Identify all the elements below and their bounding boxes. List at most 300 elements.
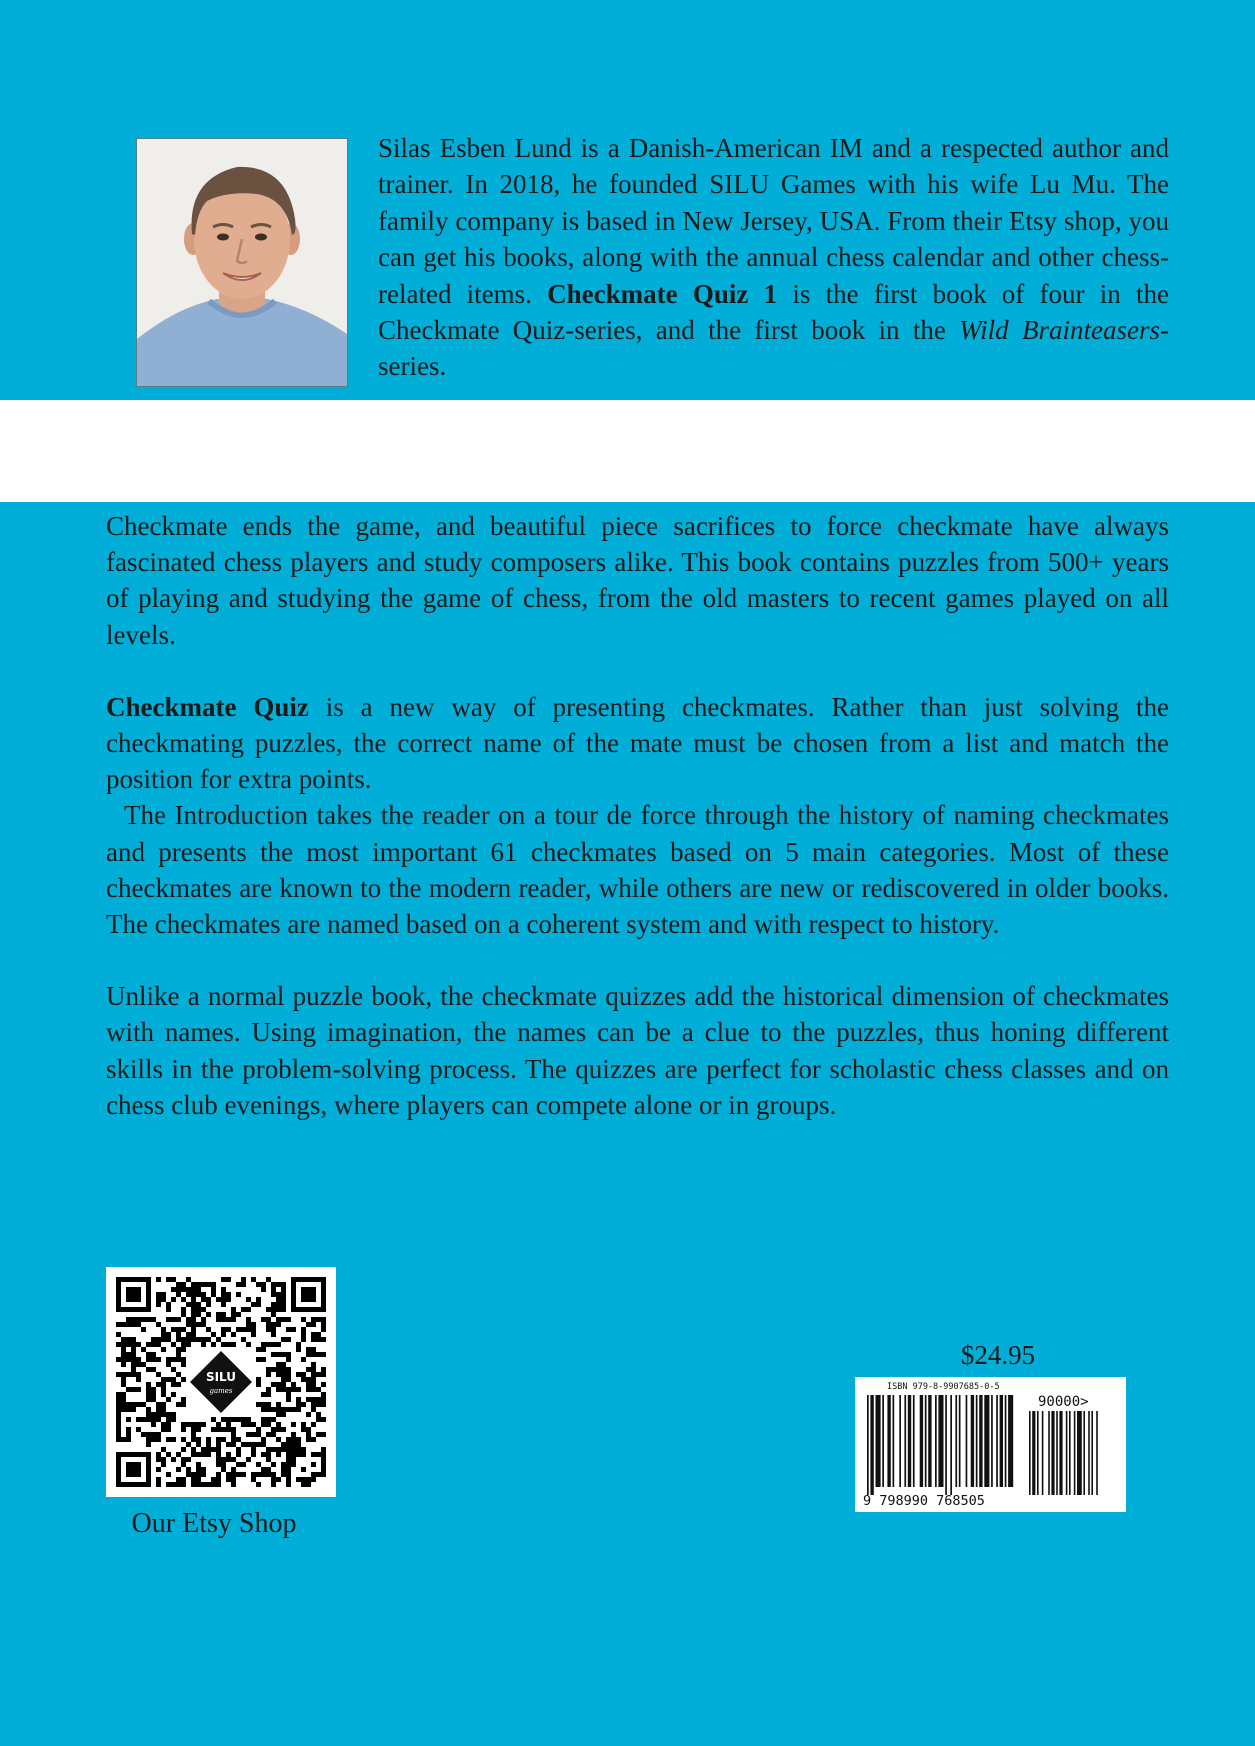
qr-module	[306, 1382, 311, 1387]
qr-module	[156, 1322, 161, 1327]
qr-module	[146, 1392, 151, 1397]
qr-module	[276, 1407, 281, 1412]
qr-module	[161, 1292, 166, 1297]
qr-module	[231, 1467, 236, 1472]
qr-module	[246, 1342, 251, 1347]
qr-module	[251, 1432, 256, 1437]
qr-module	[271, 1472, 276, 1477]
barcode-bar	[1000, 1395, 1003, 1487]
barcode-addon-bar	[1083, 1411, 1085, 1495]
qr-module	[201, 1342, 206, 1347]
qr-module	[156, 1382, 161, 1387]
qr-module	[191, 1312, 196, 1317]
qr-module	[201, 1307, 206, 1312]
qr-module	[166, 1307, 171, 1312]
barcode-addon-bar	[1056, 1411, 1058, 1495]
qr-module	[156, 1477, 161, 1482]
qr-module	[241, 1462, 246, 1467]
qr-module	[266, 1322, 271, 1327]
qr-module	[311, 1437, 316, 1442]
qr-module	[311, 1462, 316, 1467]
qr-module	[201, 1282, 206, 1287]
qr-module	[216, 1462, 221, 1467]
qr-module	[176, 1452, 181, 1457]
qr-module	[196, 1437, 201, 1442]
qr-module	[226, 1327, 231, 1332]
qr-module	[266, 1452, 271, 1457]
qr-module	[176, 1332, 181, 1337]
qr-module	[271, 1302, 276, 1307]
qr-module	[166, 1332, 171, 1337]
qr-module	[156, 1437, 161, 1442]
qr-module	[256, 1432, 261, 1437]
qr-module	[156, 1297, 161, 1302]
qr-module	[171, 1277, 176, 1282]
qr-module	[166, 1302, 171, 1307]
qr-module	[191, 1427, 196, 1432]
qr-module	[276, 1452, 281, 1457]
qr-module	[241, 1417, 246, 1422]
bio-series-title: Wild Brainteasers	[959, 315, 1160, 346]
qr-module	[196, 1337, 201, 1342]
qr-module	[216, 1457, 221, 1462]
qr-module	[196, 1292, 201, 1297]
qr-module	[176, 1352, 181, 1357]
bio-text-2: is the first book of four in the Checkmate Quiz-series, and the first book in the	[378, 278, 1169, 346]
description-paragraph-3: The Introduction takes the reader on a tour de force through the history of naming checkmates and presents the most important 61 checkmates based on 5 main categories. Most of these checkmates are known to the modern reader, while others are new or rediscovered in older books. The checkmates are named based on a coherent system and with respect to history.	[106, 800, 1169, 940]
qr-module	[211, 1482, 216, 1487]
qr-module	[166, 1482, 171, 1487]
qr-module	[136, 1402, 141, 1407]
qr-module	[311, 1472, 316, 1477]
qr-module	[241, 1327, 246, 1332]
qr-module	[171, 1437, 176, 1442]
qr-module	[311, 1407, 316, 1412]
qr-module	[221, 1467, 226, 1472]
qr-module	[246, 1417, 251, 1422]
qr-module	[276, 1362, 281, 1367]
qr-module	[161, 1327, 166, 1332]
barcode-bar	[928, 1395, 931, 1487]
qr-module	[201, 1322, 206, 1327]
qr-module	[156, 1432, 161, 1437]
qr-module	[211, 1417, 216, 1422]
qr-module	[221, 1462, 226, 1467]
qr-module	[301, 1477, 306, 1482]
qr-module	[271, 1447, 276, 1452]
qr-module	[276, 1302, 281, 1307]
qr-module	[131, 1362, 136, 1367]
qr-module	[171, 1327, 176, 1332]
qr-module	[316, 1337, 321, 1342]
qr-module	[146, 1417, 151, 1422]
qr-module	[321, 1372, 326, 1377]
qr-module	[156, 1467, 161, 1472]
qr-module	[286, 1452, 291, 1457]
qr-module	[316, 1332, 321, 1337]
qr-module	[126, 1432, 131, 1437]
qr-module	[181, 1462, 186, 1467]
qr-module	[166, 1452, 171, 1457]
barcode-bar	[935, 1395, 937, 1487]
qr-module	[216, 1472, 221, 1477]
qr-module	[301, 1467, 306, 1472]
qr-module	[216, 1317, 221, 1322]
qr-module	[146, 1432, 151, 1437]
qr-module	[176, 1327, 181, 1332]
qr-module	[181, 1457, 186, 1462]
qr-module	[246, 1442, 251, 1447]
qr-module	[126, 1402, 131, 1407]
qr-module	[221, 1292, 226, 1297]
qr-module	[191, 1317, 196, 1322]
barcode-addon-bar	[1069, 1411, 1071, 1495]
qr-module	[121, 1342, 126, 1347]
qr-module	[271, 1312, 276, 1317]
qr-module	[191, 1422, 196, 1427]
qr-module	[321, 1432, 326, 1437]
qr-module	[306, 1347, 311, 1352]
qr-module	[181, 1482, 186, 1487]
qr-module	[301, 1402, 306, 1407]
qr-module	[156, 1302, 161, 1307]
barcode-bar	[976, 1395, 978, 1487]
qr-module	[171, 1482, 176, 1487]
qr-module	[121, 1407, 126, 1412]
qr-module	[251, 1322, 256, 1327]
qr-module	[206, 1482, 211, 1487]
qr-module	[276, 1387, 281, 1392]
qr-module	[231, 1482, 236, 1487]
qr-module	[301, 1317, 306, 1322]
qr-module	[161, 1332, 166, 1337]
qr-module	[271, 1352, 276, 1357]
qr-module	[231, 1417, 236, 1422]
qr-module	[176, 1372, 181, 1377]
qr-module	[226, 1342, 231, 1347]
qr-module	[276, 1437, 281, 1442]
qr-module	[196, 1462, 201, 1467]
barcode-bar	[950, 1395, 952, 1495]
barcode-bar	[996, 1395, 998, 1487]
qr-module	[136, 1317, 141, 1322]
qr-module	[131, 1402, 136, 1407]
qr-module	[161, 1392, 166, 1397]
barcode-addon-bar	[1088, 1411, 1090, 1495]
qr-module	[271, 1417, 276, 1422]
barcode-bar	[870, 1395, 873, 1495]
qr-module	[156, 1482, 161, 1487]
qr-module	[286, 1477, 291, 1482]
qr-module	[196, 1282, 201, 1287]
qr-module	[181, 1377, 186, 1382]
qr-module	[281, 1427, 286, 1432]
qr-module	[161, 1462, 166, 1467]
qr-module	[281, 1297, 286, 1302]
qr-module	[151, 1392, 156, 1397]
barcode-bar	[893, 1395, 895, 1487]
qr-module	[236, 1282, 241, 1287]
qr-module	[276, 1282, 281, 1287]
qr-module	[181, 1402, 186, 1407]
qr-module	[236, 1462, 241, 1467]
qr-module	[231, 1307, 236, 1312]
qr-module	[136, 1372, 141, 1377]
qr-module	[116, 1332, 121, 1337]
qr-module	[246, 1322, 251, 1327]
barcode-addon-bar	[1051, 1411, 1054, 1495]
qr-module	[251, 1442, 256, 1447]
qr-module	[191, 1292, 196, 1297]
qr-module	[151, 1437, 156, 1442]
qr-module	[311, 1422, 316, 1427]
bio-book-title: Checkmate Quiz 1	[547, 278, 778, 309]
qr-module	[281, 1352, 286, 1357]
qr-module	[181, 1282, 186, 1287]
qr-module	[146, 1412, 151, 1417]
qr-module	[231, 1332, 236, 1337]
qr-module	[311, 1317, 316, 1322]
qr-module	[196, 1422, 201, 1427]
qr-module	[181, 1312, 186, 1317]
qr-module	[221, 1457, 226, 1462]
qr-module	[216, 1437, 221, 1442]
qr-module	[271, 1287, 276, 1292]
qr-module	[281, 1412, 286, 1417]
description-paragraph-4: Unlike a normal puzzle book, the checkmate quizzes add the historical dimension of checkmates with names. Using imagination, the names can be a clue to the puzzles, thus honing different skills in the problem-solving process. The quizzes are perfect for scholastic chess classes and on chess club evenings, where players can compete alone or in groups.	[106, 981, 1169, 1120]
barcode-addon-bar	[1048, 1411, 1050, 1495]
qr-module	[261, 1402, 266, 1407]
qr-module	[241, 1282, 246, 1287]
qr-module	[191, 1447, 196, 1452]
qr-module	[321, 1392, 326, 1397]
qr-module	[261, 1452, 266, 1457]
qr-module	[121, 1437, 126, 1442]
qr-module	[156, 1417, 161, 1422]
qr-module	[251, 1277, 256, 1282]
barcode-bar	[979, 1395, 982, 1487]
qr-module	[201, 1422, 206, 1427]
qr-module	[191, 1282, 196, 1287]
qr-module	[216, 1482, 221, 1487]
qr-module	[116, 1357, 121, 1362]
qr-module	[251, 1447, 256, 1452]
qr-module	[186, 1467, 191, 1472]
qr-module	[276, 1297, 281, 1302]
qr-module	[276, 1402, 281, 1407]
qr-module	[316, 1452, 321, 1457]
barcode-bar	[991, 1395, 993, 1487]
qr-module	[131, 1387, 136, 1392]
qr-module	[301, 1327, 306, 1332]
qr-module	[201, 1467, 206, 1472]
qr-module	[221, 1317, 226, 1322]
qr-module	[201, 1447, 206, 1452]
qr-module	[296, 1347, 301, 1352]
qr-module	[286, 1447, 291, 1452]
qr-module	[231, 1437, 236, 1442]
qr-module	[131, 1347, 136, 1352]
qr-module	[296, 1342, 301, 1347]
qr-module	[261, 1317, 266, 1322]
qr-module	[116, 1437, 121, 1442]
qr-module	[266, 1342, 271, 1347]
qr-module	[116, 1432, 121, 1437]
qr-module	[186, 1457, 191, 1462]
qr-module	[161, 1412, 166, 1417]
qr-module	[231, 1312, 236, 1317]
qr-module	[161, 1402, 166, 1407]
qr-module	[276, 1342, 281, 1347]
qr-module	[156, 1342, 161, 1347]
qr-module	[116, 1427, 121, 1432]
qr-module	[181, 1362, 186, 1367]
qr-module	[276, 1317, 281, 1322]
qr-module	[196, 1467, 201, 1472]
qr-module	[321, 1457, 326, 1462]
qr-module	[311, 1452, 316, 1457]
qr-module	[321, 1322, 326, 1327]
qr-module	[311, 1397, 316, 1402]
qr-module	[121, 1377, 126, 1382]
qr-module	[246, 1432, 251, 1437]
qr-module	[156, 1337, 161, 1342]
qr-module	[266, 1387, 271, 1392]
qr-module	[121, 1322, 126, 1327]
qr-module	[211, 1287, 216, 1292]
qr-module	[256, 1347, 261, 1352]
qr-module	[311, 1387, 316, 1392]
barcode-bar	[925, 1395, 927, 1487]
qr-module	[286, 1337, 291, 1342]
qr-module	[261, 1342, 266, 1347]
qr-module	[261, 1347, 266, 1352]
qr-module	[206, 1297, 211, 1302]
qr-module	[141, 1317, 146, 1322]
qr-module	[276, 1307, 281, 1312]
qr-module	[276, 1447, 281, 1452]
qr-module	[266, 1457, 271, 1462]
qr-module	[236, 1472, 241, 1477]
qr-module	[206, 1312, 211, 1317]
qr-module	[321, 1402, 326, 1407]
qr-module	[256, 1377, 261, 1382]
qr-module	[266, 1402, 271, 1407]
qr-module	[126, 1417, 131, 1422]
qr-caption: Our Etsy Shop	[131, 1508, 297, 1539]
barcode-bar	[1005, 1395, 1007, 1487]
qr-module	[286, 1372, 291, 1377]
qr-module	[316, 1472, 321, 1477]
qr-module	[241, 1337, 246, 1342]
qr-module	[271, 1407, 276, 1412]
qr-module	[166, 1437, 171, 1442]
qr-module	[181, 1397, 186, 1402]
qr-module	[316, 1387, 321, 1392]
qr-module	[156, 1457, 161, 1462]
qr-module	[266, 1447, 271, 1452]
qr-module	[296, 1387, 301, 1392]
barcode-addon-bar	[1042, 1411, 1044, 1495]
barcode-addon-bar	[1074, 1411, 1076, 1495]
qr-module	[241, 1307, 246, 1312]
qr-module	[181, 1347, 186, 1352]
qr-module	[276, 1382, 281, 1387]
qr-module	[116, 1417, 121, 1422]
qr-module	[186, 1342, 191, 1347]
qr-module	[221, 1417, 226, 1422]
bio-text-3: -series.	[378, 315, 1169, 382]
qr-module	[156, 1412, 161, 1417]
qr-module	[116, 1422, 121, 1427]
qr-module	[281, 1282, 286, 1287]
qr-module	[231, 1442, 236, 1447]
qr-module	[321, 1462, 326, 1467]
qr-module	[271, 1477, 276, 1482]
qr-module	[191, 1327, 196, 1332]
etsy-qr-code[interactable]	[106, 1267, 336, 1497]
qr-module	[226, 1442, 231, 1447]
qr-module	[196, 1322, 201, 1327]
qr-module	[281, 1362, 286, 1367]
qr-module	[266, 1317, 271, 1322]
qr-module	[196, 1302, 201, 1307]
qr-module	[251, 1477, 256, 1482]
qr-module	[281, 1292, 286, 1297]
qr-module	[166, 1317, 171, 1322]
qr-module	[171, 1287, 176, 1292]
qr-module	[306, 1397, 311, 1402]
qr-module	[221, 1332, 226, 1337]
qr-module	[301, 1372, 306, 1377]
qr-module	[121, 1347, 126, 1352]
qr-module	[266, 1392, 271, 1397]
barcode-addon-bar	[1066, 1411, 1068, 1495]
qr-module	[151, 1342, 156, 1347]
qr-module	[286, 1462, 291, 1467]
qr-module	[121, 1397, 126, 1402]
qr-module	[281, 1307, 286, 1312]
qr-module	[151, 1317, 156, 1322]
qr-module	[136, 1362, 141, 1367]
qr-module	[171, 1457, 176, 1462]
isbn-barcode	[855, 1377, 1126, 1512]
qr-module	[301, 1377, 306, 1382]
qr-module	[261, 1417, 266, 1422]
qr-module	[166, 1357, 171, 1362]
qr-module	[261, 1282, 266, 1287]
qr-module	[171, 1412, 176, 1417]
barcode-addon-bar	[1091, 1411, 1093, 1495]
qr-module	[256, 1402, 261, 1407]
qr-module	[201, 1292, 206, 1297]
qr-module	[261, 1437, 266, 1442]
qr-module	[321, 1327, 326, 1332]
qr-module	[126, 1372, 131, 1377]
qr-module	[116, 1397, 121, 1402]
qr-module	[256, 1472, 261, 1477]
qr-module	[281, 1302, 286, 1307]
qr-module	[181, 1357, 186, 1362]
barcode-addon-bar	[1059, 1411, 1062, 1495]
barcode-addon-bars	[1029, 1411, 1098, 1495]
silu-logo-subtext: games	[209, 1387, 233, 1395]
qr-module	[246, 1422, 251, 1427]
qr-module	[306, 1437, 311, 1442]
qr-module	[196, 1312, 201, 1317]
qr-module	[296, 1442, 301, 1447]
qr-module	[321, 1447, 326, 1452]
